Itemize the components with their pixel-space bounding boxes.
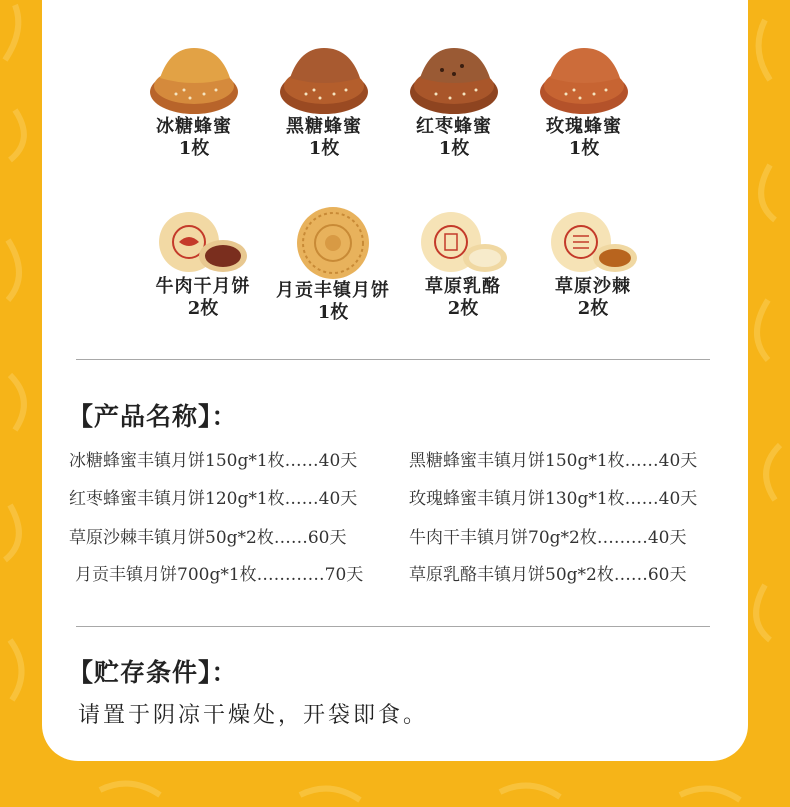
product-quantity: 1枚 xyxy=(317,302,349,323)
product-names-title: 【产品名称】： xyxy=(68,402,238,431)
product-name: 草原乳酪 xyxy=(425,276,501,297)
large-mooncake-icon xyxy=(285,206,381,280)
product-item xyxy=(259,44,389,160)
product-item xyxy=(398,210,528,320)
divider xyxy=(76,626,710,627)
product-quantity: 1枚 xyxy=(438,138,470,159)
product-item xyxy=(129,44,259,160)
product-name: 草原沙棘 xyxy=(555,276,631,297)
honey-cake-icon xyxy=(146,44,242,116)
product-name: 牛肉干月饼 xyxy=(155,276,251,297)
seabuckthorn-mooncake-icon xyxy=(545,210,641,276)
rose-cake-icon xyxy=(536,44,632,116)
product-item xyxy=(528,210,658,320)
beef-mooncake-icon xyxy=(155,210,251,276)
spec-item: 黑糖蜂蜜丰镇月饼150g*1枚……40天 xyxy=(409,451,698,471)
product-name: 玫瑰蜂蜜 xyxy=(546,116,622,137)
product-quantity: 2枚 xyxy=(187,298,219,319)
cheese-mooncake-icon xyxy=(415,210,511,276)
spec-item: 草原乳酪丰镇月饼50g*2枚……60天 xyxy=(409,565,687,585)
product-item xyxy=(519,44,649,160)
product-item xyxy=(268,206,398,324)
spec-item: 冰糖蜂蜜丰镇月饼150g*1枚……40天 xyxy=(69,451,358,471)
product-item xyxy=(138,210,268,320)
content-card xyxy=(42,0,748,761)
product-quantity: 1枚 xyxy=(568,138,600,159)
product-quantity: 2枚 xyxy=(447,298,479,319)
product-quantity: 1枚 xyxy=(178,138,210,159)
product-quantity: 2枚 xyxy=(577,298,609,319)
spec-item: 玫瑰蜂蜜丰镇月饼130g*1枚……40天 xyxy=(409,489,698,509)
storage-instructions: 请置于阴凉干燥处，开袋即食。 xyxy=(78,703,429,728)
spec-item: 牛肉干丰镇月饼70g*2枚………40天 xyxy=(409,528,687,548)
spec-item: 草原沙棘丰镇月饼50g*2枚……60天 xyxy=(69,528,347,548)
jujube-cake-icon xyxy=(406,44,502,116)
product-name: 冰糖蜂蜜 xyxy=(156,116,232,137)
divider xyxy=(76,359,710,360)
brown-sugar-cake-icon xyxy=(276,44,372,116)
storage-title: 【贮存条件】： xyxy=(68,658,238,687)
product-item xyxy=(389,44,519,160)
product-name: 红枣蜂蜜 xyxy=(416,116,492,137)
spec-item: 红枣蜂蜜丰镇月饼120g*1枚……40天 xyxy=(69,489,358,509)
spec-item: 月贡丰镇月饼700g*1枚…………70天 xyxy=(75,565,364,585)
product-quantity: 1枚 xyxy=(308,138,340,159)
product-name: 黑糖蜂蜜 xyxy=(286,116,362,137)
product-name: 月贡丰镇月饼 xyxy=(276,280,390,301)
